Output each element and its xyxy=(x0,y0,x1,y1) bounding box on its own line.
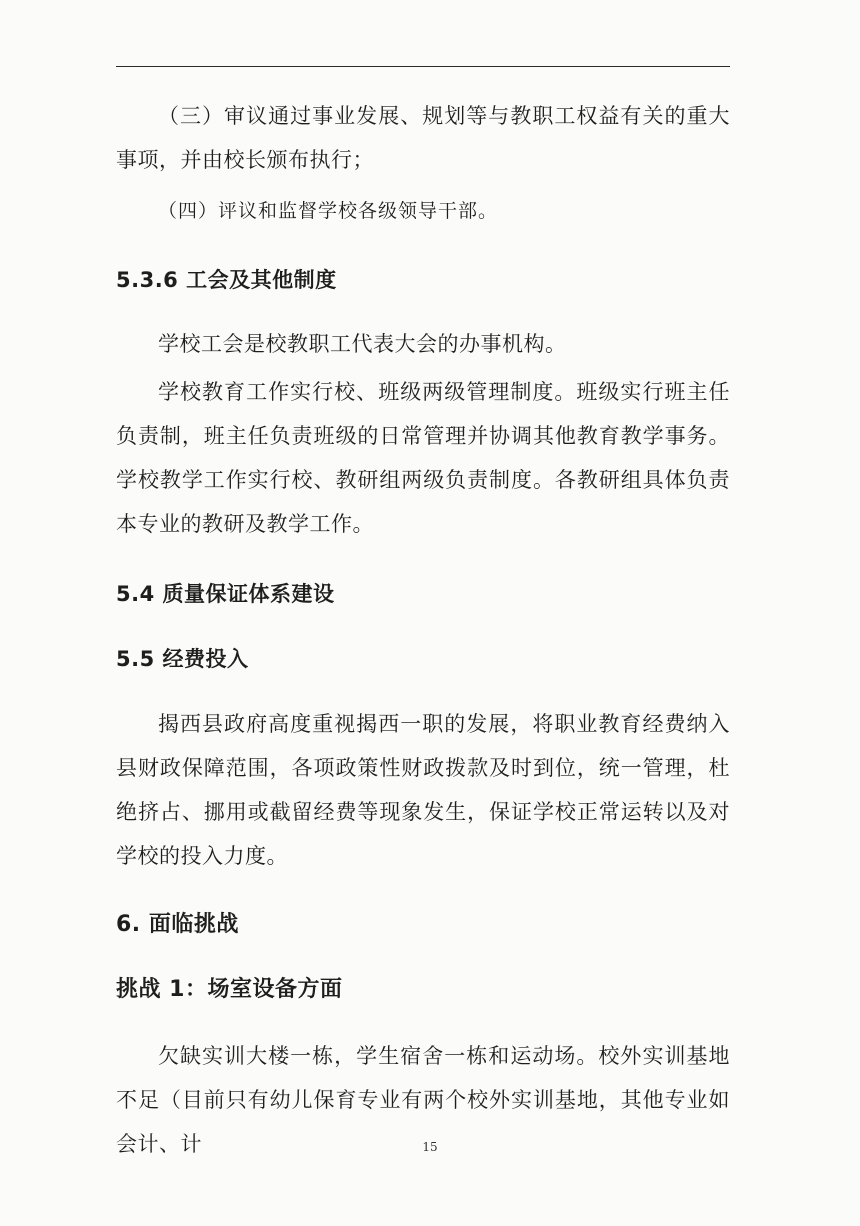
heading-5-5: 5.5 经费投入 xyxy=(116,647,249,671)
header-rule xyxy=(116,66,730,67)
heading-5-3-6: 5.3.6 工会及其他制度 xyxy=(116,268,337,292)
heading-6: 6. 面临挑战 xyxy=(116,912,239,937)
paragraph-management: 学校教育工作实行校、班级两级管理制度。班级实行班主任负责制，班主任负责班级的日常管理并协调其他教育教学事务。学校教学工作实行校、教研组两级负责制度。各教研组具体负责本专业的教研及教学工作。 xyxy=(116,380,730,536)
paragraph-item-4: （四）评议和监督学校各级领导干部。 xyxy=(158,200,499,222)
page-number: 15 xyxy=(422,1140,438,1154)
paragraph-item-3: （三）审议通过事业发展、规划等与教职工权益有关的重大事项，并由校长颁布执行； xyxy=(116,104,730,172)
paragraph-funding: 揭西县政府高度重视揭西一职的发展，将职业教育经费纳入县财政保障范围，各项政策性财政拨款及时到位，统一管理，杜绝挤占、挪用或截留经费等现象发生，保证学校正常运转以及对学校的投入力度。 xyxy=(116,712,730,868)
heading-5-4: 5.4 质量保证体系建设 xyxy=(116,582,335,606)
heading-challenge-1: 挑战 1：场室设备方面 xyxy=(116,977,343,1002)
paragraph-union-intro: 学校工会是校教职工代表大会的办事机构。 xyxy=(158,332,567,356)
paragraph-challenge-1: 欠缺实训大楼一栋，学生宿舍一栋和运动场。校外实训基地不足（目前只有幼儿保育专业有两个校外实训基地，其他专业如会计、计 xyxy=(116,1044,730,1156)
